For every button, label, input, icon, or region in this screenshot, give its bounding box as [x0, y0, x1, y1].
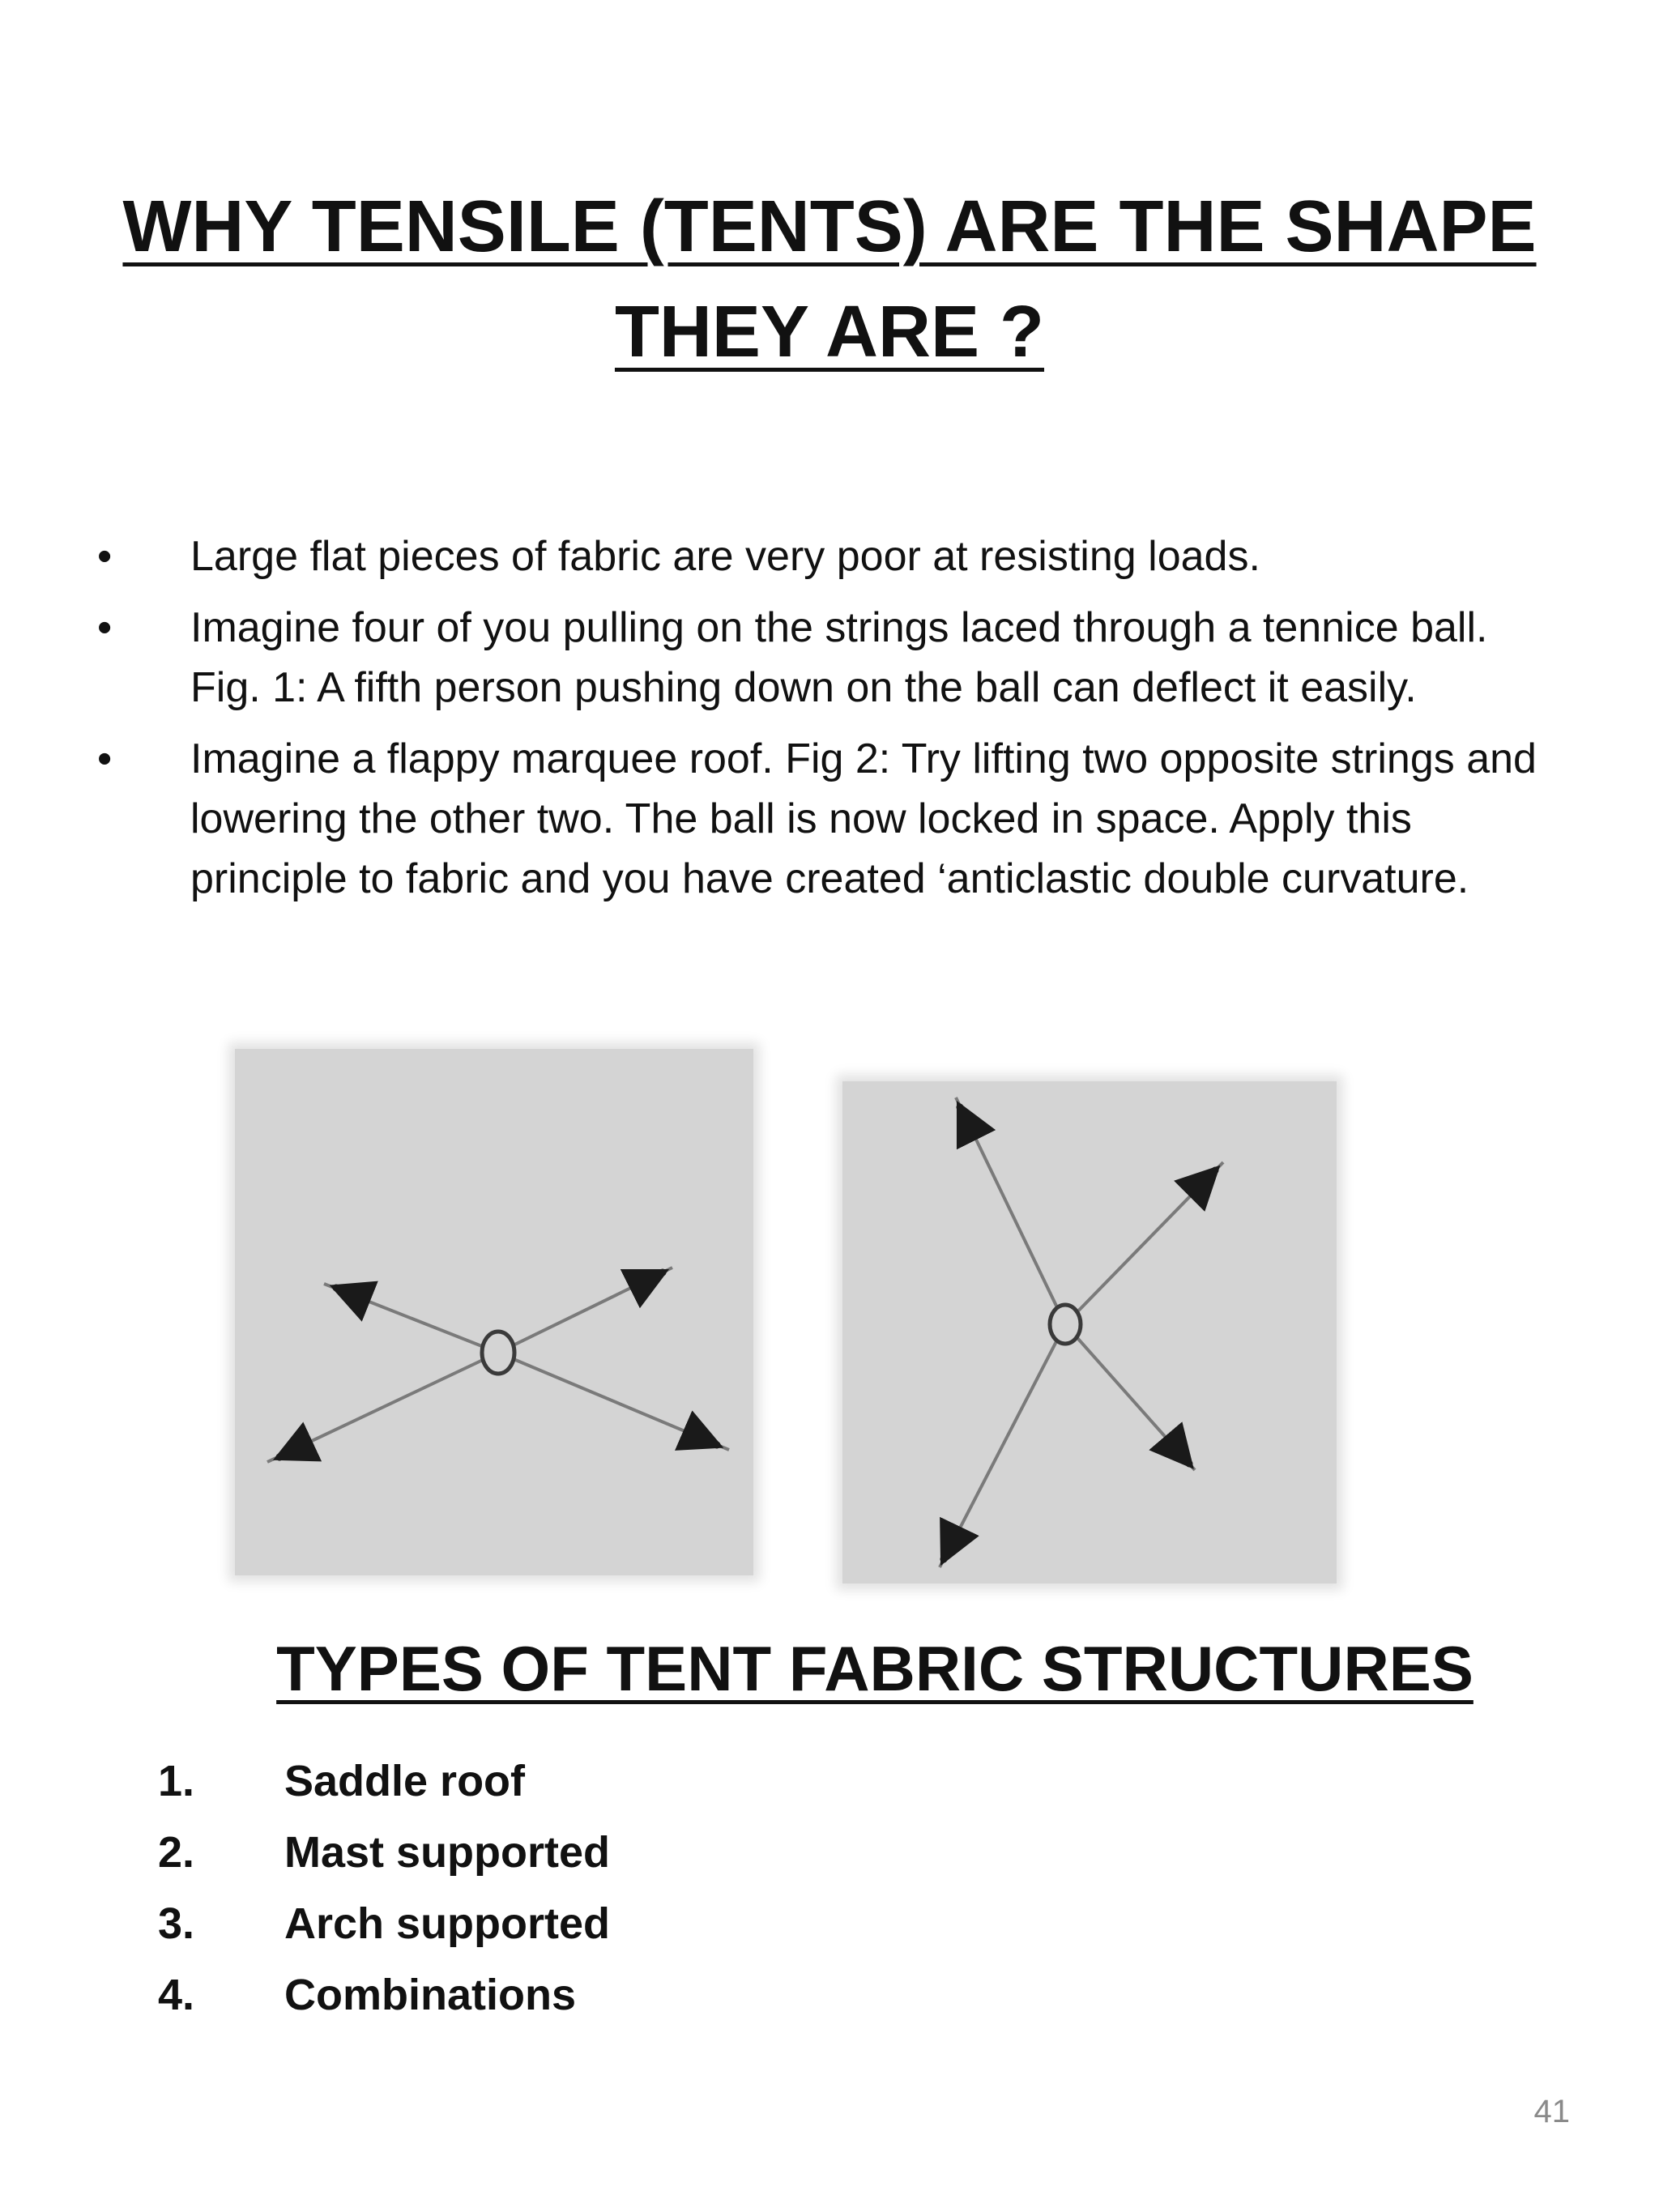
arrow-icon [279, 1446, 304, 1457]
arrow-icon [1199, 1170, 1215, 1187]
bullet-text: Imagine four of you pulling on the strings laced through a tennice ball. Fig. 1: A fifth person pushing down on the ball can deflect it easily. [190, 604, 1488, 711]
list-item [158, 1888, 610, 1959]
figure-1-flat-strings [235, 1049, 753, 1575]
string-line [940, 1324, 1065, 1567]
figure-1-diagram [235, 1049, 753, 1575]
bullet-marker: • [97, 533, 113, 580]
item-number: 2. [158, 1828, 195, 1877]
page-title-text: WHY TENSILE (TENTS) ARE THE SHAPE THEY ARE ? [122, 186, 1537, 373]
list-item [97, 598, 1563, 718]
bullet-list [97, 526, 1563, 920]
list-item [97, 729, 1563, 909]
list-item [158, 1817, 610, 1888]
types-heading-text: TYPES OF TENT FABRIC STRUCTURES [276, 1633, 1473, 1704]
arrow-icon [693, 1434, 717, 1445]
page-number: 41 [1533, 2094, 1570, 2129]
item-label: Combinations [284, 1971, 576, 2019]
bullet-marker: • [97, 604, 113, 651]
arrow-icon [1171, 1442, 1189, 1464]
list-item [158, 1959, 610, 2031]
types-heading [243, 1624, 1507, 1713]
ball-icon [482, 1332, 514, 1374]
bullet-marker: • [97, 735, 113, 782]
item-label: Mast supported [284, 1828, 611, 1877]
item-number: 4. [158, 1971, 195, 2019]
arrow-icon [944, 1539, 953, 1559]
item-label: Saddle roof [284, 1757, 526, 1805]
figure-2-anticlastic-strings [842, 1081, 1337, 1583]
page-title [81, 174, 1578, 385]
bullet-text: Large flat pieces of fabric are very poor at resisting loads. [190, 533, 1260, 580]
arrow-icon [640, 1272, 663, 1284]
arrow-icon [336, 1288, 356, 1296]
bullet-text: Imagine a flappy marquee roof. Fig 2: Try lifting two opposite strings and lowering the other two. The ball is now locked in space. Apply this principle to fabric and you have created ‘anticlastic double curvature. [190, 735, 1537, 902]
list-item [97, 526, 1563, 586]
figure-2-diagram [842, 1081, 1337, 1583]
item-number: 1. [158, 1757, 195, 1805]
figures [227, 1041, 1361, 1608]
ball-icon [1050, 1305, 1081, 1344]
arrow-icon [960, 1107, 972, 1132]
item-number: 3. [158, 1899, 195, 1948]
list-item [158, 1745, 610, 1817]
item-label: Arch supported [284, 1899, 611, 1948]
types-list [158, 1745, 610, 2031]
